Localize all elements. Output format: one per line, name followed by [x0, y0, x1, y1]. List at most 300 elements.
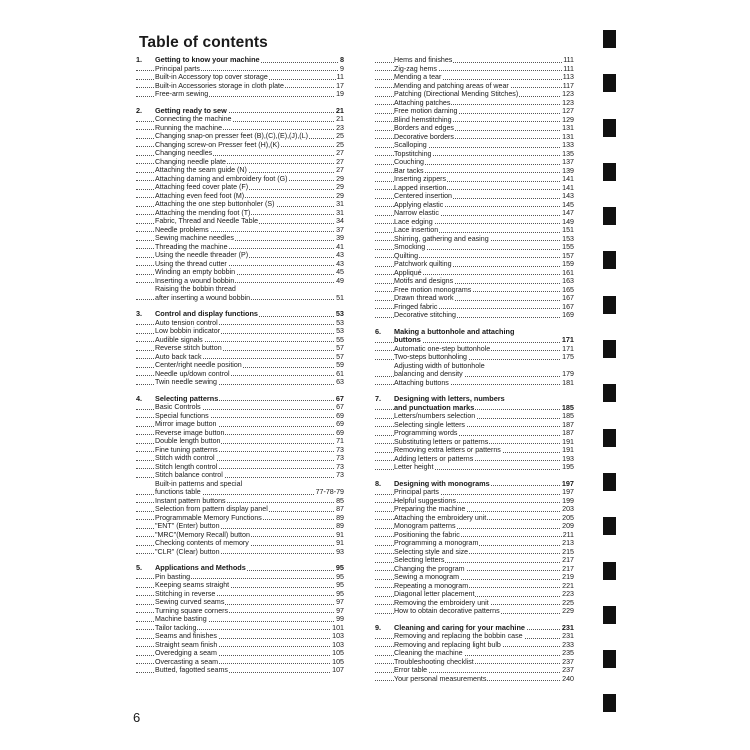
toc-entry[interactable]	[375, 404, 574, 413]
toc-entry[interactable]	[136, 115, 344, 124]
toc-entry[interactable]	[375, 99, 574, 108]
toc-entry-text: Changing snap-on presser feet (B),(C),(E),(J),(L)	[155, 132, 308, 140]
thumb-tab	[603, 74, 616, 92]
toc-entry[interactable]	[136, 370, 344, 379]
toc-entry-title	[394, 353, 468, 362]
toc-entry-title	[155, 90, 209, 99]
toc-section-heading[interactable]	[136, 310, 344, 319]
toc-entry[interactable]	[136, 632, 344, 641]
toc-entry-text: Drawn thread work	[394, 294, 454, 302]
toc-entry-title	[394, 505, 466, 514]
toc-entry[interactable]	[136, 522, 344, 531]
toc-entry-title	[155, 420, 218, 429]
toc-entry[interactable]	[136, 514, 344, 523]
toc-entry-text: Patching (Directional Mending Stitches)	[394, 90, 519, 98]
toc-entry-title	[394, 345, 491, 354]
toc-entry-text: Your personal measurements	[394, 674, 487, 683]
toc-entry[interactable]	[375, 107, 574, 116]
toc-page-number: 199	[562, 496, 574, 505]
toc-entry-title	[155, 548, 221, 557]
toc-entry[interactable]	[136, 403, 344, 412]
toc-entry-text: Inserting zippers	[394, 175, 447, 183]
toc-entry-text: Error table	[394, 666, 428, 674]
toc-entry[interactable]	[375, 243, 574, 252]
toc-entry[interactable]	[136, 649, 344, 658]
toc-entry[interactable]	[375, 252, 574, 261]
toc-entry[interactable]	[375, 362, 574, 371]
toc-entry-text: Butted, fagotted seams	[155, 666, 228, 674]
toc-entry[interactable]	[136, 192, 344, 201]
toc-entry-title	[155, 581, 230, 590]
toc-entry[interactable]	[375, 167, 574, 176]
toc-entry-title	[136, 310, 259, 319]
toc-entry-text: Letter height	[394, 463, 434, 471]
toc-entry-title	[155, 344, 223, 353]
toc-page-number: 153	[562, 234, 574, 243]
toc-entry[interactable]	[375, 488, 574, 497]
toc-page-number: 34	[336, 217, 344, 225]
toc-page-number: 231	[561, 622, 574, 632]
toc-entry[interactable]	[375, 269, 574, 278]
toc-entry-text: Patchwork quilting	[394, 260, 452, 268]
toc-entry-text: Inserting a wound bobbin	[155, 276, 235, 285]
toc-section-heading[interactable]	[375, 480, 574, 489]
toc-entry[interactable]	[136, 90, 344, 99]
toc-entry[interactable]	[136, 319, 344, 328]
thumb-tab	[603, 384, 616, 402]
toc-entry-text: Overedging a seam	[155, 649, 217, 657]
toc-entry[interactable]	[136, 641, 344, 650]
toc-page-number: 185	[562, 412, 574, 420]
toc-entry[interactable]	[375, 73, 574, 82]
toc-entry[interactable]	[136, 65, 344, 74]
toc-page-number: 27	[336, 149, 344, 157]
toc-entry-text: Low bobbin indicator	[155, 327, 221, 335]
toc-entry[interactable]	[375, 666, 574, 675]
toc-page-number: 85	[336, 496, 344, 505]
toc-entry[interactable]	[136, 505, 344, 514]
toc-entry-title	[394, 539, 479, 548]
toc-page-number: 225	[562, 598, 574, 607]
toc-entry-text: Designing with monograms	[394, 478, 490, 488]
toc-entry[interactable]	[136, 243, 344, 252]
toc-entry[interactable]	[136, 624, 344, 633]
toc-entry[interactable]	[136, 548, 344, 557]
toc-entry[interactable]	[375, 412, 574, 421]
toc-page-number: 211	[562, 530, 574, 539]
toc-entry[interactable]	[375, 294, 574, 303]
toc-entry[interactable]	[375, 184, 574, 193]
toc-entry[interactable]	[375, 438, 574, 447]
toc-page-number: 123	[562, 90, 574, 98]
toc-entry-title	[155, 632, 218, 641]
toc-entry-text: Decorative stitching	[394, 311, 456, 319]
toc-entry[interactable]	[136, 344, 344, 353]
toc-entry-text: Troubleshooting checklist	[394, 657, 474, 666]
toc-entry[interactable]	[375, 531, 574, 540]
toc-entry-text: Preparing the machine	[394, 505, 466, 513]
toc-entry-title	[155, 514, 263, 523]
toc-page-number: 217	[562, 564, 574, 573]
toc-entry-title	[394, 150, 432, 159]
toc-section-number: 6.	[375, 326, 382, 336]
toc-entry[interactable]	[136, 268, 344, 277]
toc-page-number: 193	[562, 454, 574, 463]
toc-page-number: 97	[336, 606, 344, 615]
toc-entry-title	[155, 124, 223, 133]
toc-entry-title	[394, 286, 472, 295]
toc-section-number: 4.	[136, 393, 143, 403]
toc-entry[interactable]	[136, 412, 344, 421]
toc-entry-text: Sewing machine needles	[155, 234, 234, 242]
toc-entry-text: Tailor tacking	[155, 623, 197, 632]
toc-entry-title	[155, 666, 229, 675]
toc-entry[interactable]	[375, 607, 574, 616]
toc-entry[interactable]	[375, 158, 574, 167]
toc-entry-title	[394, 463, 434, 472]
toc-entry-text: Mending a tear	[394, 73, 442, 81]
toc-entry[interactable]	[375, 311, 574, 320]
toc-entry[interactable]	[375, 429, 574, 438]
toc-entry[interactable]	[375, 286, 574, 295]
toc-page-number: 240	[562, 674, 574, 683]
toc-entry-text: Raising the bobbin thread	[155, 285, 236, 293]
toc-entry[interactable]	[375, 353, 574, 362]
toc-entry-title	[155, 319, 219, 328]
toc-entry-title	[394, 599, 490, 608]
toc-page-number: 221	[562, 581, 574, 590]
toc-entry[interactable]	[375, 463, 574, 472]
toc-entry-title	[394, 666, 428, 675]
toc-entry-text: Stitch balance control	[155, 471, 223, 479]
toc-entry[interactable]	[375, 599, 574, 608]
toc-entry[interactable]	[375, 124, 574, 133]
toc-entry[interactable]	[375, 235, 574, 244]
toc-entry[interactable]	[136, 446, 344, 455]
toc-entry[interactable]	[375, 260, 574, 269]
toc-entry[interactable]	[375, 277, 574, 286]
toc-entry-title	[155, 658, 219, 667]
toc-entry-title	[155, 378, 218, 387]
toc-section-number: 7.	[375, 394, 382, 403]
thumb-tab	[603, 163, 616, 181]
toc-page-number: 41	[336, 242, 344, 251]
thumb-tab	[603, 429, 616, 447]
toc-page-number: 31	[336, 200, 344, 208]
toc-entry[interactable]	[375, 582, 574, 591]
toc-entry[interactable]	[136, 471, 344, 480]
toc-entry-title	[155, 488, 202, 497]
toc-entry-text: Needle up/down control	[155, 369, 230, 378]
toc-entry-text: Pin basting	[155, 572, 191, 581]
toc-entry[interactable]	[136, 353, 344, 362]
toc-entry-title	[155, 132, 309, 141]
toc-entry[interactable]	[375, 632, 574, 641]
toc-entry-title	[394, 243, 426, 252]
toc-entry-text: Smocking	[394, 243, 426, 251]
page-number: 6	[133, 710, 141, 725]
toc-entry[interactable]	[136, 573, 344, 582]
toc-entry-text: Narrow elastic	[394, 209, 439, 217]
toc-entry[interactable]	[136, 183, 344, 192]
toc-entry-title	[136, 56, 261, 65]
toc-entry[interactable]	[375, 675, 574, 684]
toc-page-number: 31	[336, 208, 344, 217]
toc-entry-text: Scalloping	[394, 141, 427, 149]
toc-entry[interactable]	[375, 573, 574, 582]
toc-entry[interactable]	[375, 565, 574, 574]
toc-entry[interactable]	[375, 201, 574, 210]
toc-page-number: 127	[562, 107, 574, 115]
toc-entry[interactable]	[136, 141, 344, 150]
toc-entry-title	[155, 429, 225, 438]
toc-entry[interactable]	[375, 370, 574, 379]
toc-page-number: 147	[562, 209, 574, 217]
toc-entry[interactable]	[375, 116, 574, 125]
toc-entry-text: Zig-zag hems	[394, 64, 437, 73]
toc-page-number: 43	[336, 251, 344, 259]
toc-entry-text: Attaching even feed foot (M)	[155, 191, 245, 200]
toc-entry[interactable]	[136, 124, 344, 133]
toc-entry-title	[155, 353, 203, 362]
toc-entry-text: "ENT" (Enter) button	[155, 522, 220, 530]
toc-entry-title	[394, 192, 453, 201]
toc-entry[interactable]	[136, 260, 344, 269]
toc-entry[interactable]	[375, 65, 574, 74]
toc-entry[interactable]	[136, 598, 344, 607]
toc-page-number: 103	[332, 640, 344, 649]
toc-entry[interactable]	[375, 90, 574, 99]
toc-entry[interactable]	[375, 505, 574, 514]
toc-section-number: 9.	[375, 622, 382, 632]
toc-page-number: 219	[562, 573, 574, 581]
toc-entry[interactable]	[136, 226, 344, 235]
toc-entry-title	[394, 294, 455, 303]
toc-entry[interactable]	[136, 175, 344, 184]
toc-section-heading[interactable]	[136, 107, 344, 116]
toc-entry-title	[394, 438, 489, 447]
toc-entry-title	[394, 362, 486, 371]
toc-entry-title	[136, 395, 219, 404]
toc-entry-title	[394, 90, 519, 99]
toc-entry-title	[375, 624, 526, 633]
toc-page-number: 89	[336, 513, 344, 522]
toc-entry-title	[394, 590, 475, 599]
toc-entry[interactable]	[375, 379, 574, 388]
toc-entry-title	[155, 141, 281, 150]
toc-entry[interactable]	[136, 158, 344, 167]
toc-entry[interactable]	[375, 209, 574, 218]
toc-entry[interactable]	[136, 488, 344, 497]
toc-page-number: 53	[336, 327, 344, 335]
toc-entry[interactable]	[136, 251, 344, 260]
toc-entry-title	[136, 564, 247, 573]
toc-entry[interactable]	[136, 666, 344, 675]
toc-entry-text: Attaching buttons	[394, 378, 449, 387]
toc-page-number: 67	[335, 393, 344, 403]
toc-entry-title	[155, 522, 221, 531]
toc-entry-text: Programming words	[394, 429, 458, 437]
toc-entry[interactable]	[375, 56, 574, 65]
toc-entry[interactable]	[375, 218, 574, 227]
toc-entry-text: Letters/numbers selection	[394, 412, 476, 420]
toc-entry-title	[155, 403, 202, 412]
toc-page-number: 93	[336, 547, 344, 556]
toc-section-number: 1.	[136, 55, 143, 64]
toc-page-number: 95	[335, 563, 344, 572]
thumb-tab	[603, 340, 616, 358]
toc-entry[interactable]	[375, 175, 574, 184]
toc-page-number: 73	[336, 462, 344, 471]
toc-entry-text: Attaching the one step buttonholer (S)	[155, 200, 275, 208]
toc-entry[interactable]	[375, 556, 574, 565]
toc-entry[interactable]	[136, 361, 344, 370]
toc-entry-title	[394, 82, 510, 91]
toc-page-number: 123	[562, 98, 574, 107]
toc-entry[interactable]	[136, 429, 344, 438]
toc-entry-text: after inserting a wound bobbin	[155, 293, 251, 302]
toc-entry[interactable]	[136, 531, 344, 540]
toc-page-number: 167	[562, 302, 574, 311]
toc-entry[interactable]	[375, 421, 574, 430]
toc-page-number: 237	[562, 666, 574, 674]
toc-entry[interactable]	[136, 217, 344, 226]
toc-entry[interactable]	[375, 303, 574, 312]
toc-page-number: 77-78-79	[315, 488, 344, 496]
toc-entry-title	[155, 234, 235, 243]
toc-entry[interactable]	[136, 149, 344, 158]
toc-section-heading[interactable]	[136, 564, 344, 573]
toc-entry[interactable]	[136, 437, 344, 446]
toc-entry[interactable]	[375, 446, 574, 455]
toc-entry-title	[155, 166, 248, 175]
toc-page-number: 167	[562, 294, 574, 302]
toc-entry[interactable]	[375, 539, 574, 548]
toc-entry[interactable]	[136, 209, 344, 218]
toc-entry[interactable]	[136, 234, 344, 243]
toc-entry[interactable]	[375, 522, 574, 531]
toc-entry[interactable]	[136, 420, 344, 429]
toc-entry-text: Getting ready to sew	[155, 105, 227, 115]
toc-entry-title	[394, 226, 439, 235]
toc-entry[interactable]	[136, 200, 344, 209]
toc-entry-title	[155, 649, 218, 658]
toc-entry-text: Helpful suggestions	[394, 496, 456, 505]
toc-entry-text: Removing extra letters or patterns	[394, 446, 501, 454]
toc-entry[interactable]	[375, 141, 574, 150]
toc-entry[interactable]	[375, 226, 574, 235]
toc-entry-text: Stitching in reverse	[155, 589, 216, 598]
toc-entry-title	[155, 251, 249, 260]
toc-entry-title	[155, 277, 235, 286]
toc-entry[interactable]	[136, 378, 344, 387]
toc-section-heading[interactable]	[375, 624, 574, 633]
toc-section-heading[interactable]	[136, 56, 344, 65]
toc-entry[interactable]	[375, 641, 574, 650]
toc-entry[interactable]	[375, 548, 574, 557]
toc-entry[interactable]	[375, 133, 574, 142]
toc-entry[interactable]	[136, 607, 344, 616]
thumb-index-tabs	[603, 30, 617, 739]
toc-entry-title	[155, 260, 228, 269]
toc-entry-text: "CLR" (Clear) button	[155, 547, 220, 556]
toc-page-number: 67	[336, 403, 344, 411]
toc-section-heading[interactable]	[136, 395, 344, 404]
toc-entry[interactable]	[136, 463, 344, 472]
toc-entry[interactable]	[136, 454, 344, 463]
toc-entry[interactable]	[136, 166, 344, 175]
toc-page-number: 151	[562, 226, 574, 234]
toc-entry[interactable]	[136, 658, 344, 667]
toc-entry-title	[394, 133, 455, 142]
toc-entry-title	[394, 277, 454, 286]
toc-entry[interactable]	[136, 590, 344, 599]
toc-entry[interactable]	[136, 539, 344, 548]
toc-entry-title	[155, 531, 251, 540]
toc-entry-title	[394, 184, 447, 193]
toc-entry[interactable]	[375, 658, 574, 667]
toc-entry[interactable]	[375, 497, 574, 506]
toc-entry[interactable]	[136, 327, 344, 336]
toc-entry[interactable]	[136, 277, 344, 286]
toc-entry-title	[394, 370, 464, 379]
toc-page-number: 145	[562, 200, 574, 209]
toc-entry[interactable]	[375, 514, 574, 523]
toc-entry[interactable]	[375, 455, 574, 464]
toc-entry[interactable]	[136, 294, 344, 303]
toc-entry-text: Removing and replacing the bobbin case	[394, 632, 523, 640]
toc-entry[interactable]	[136, 73, 344, 82]
toc-entry[interactable]	[375, 336, 574, 345]
toc-page-number: 69	[336, 428, 344, 437]
toc-entry-text: Applications and Methods	[155, 563, 246, 572]
toc-entry[interactable]	[375, 590, 574, 599]
toc-entry-title	[394, 675, 487, 684]
toc-entry-text: Positioning the fabric	[394, 530, 460, 539]
toc-page-number: 171	[562, 344, 574, 353]
toc-page-number: 71	[336, 437, 344, 445]
toc-entry-text: Repeating a monogram	[394, 581, 469, 590]
toc-entry-title	[394, 269, 423, 278]
toc-entry[interactable]	[375, 192, 574, 201]
toc-entry[interactable]	[136, 285, 344, 294]
toc-entry-text: Bar tacks	[394, 166, 424, 175]
toc-page-number: 43	[336, 259, 344, 268]
toc-entry[interactable]	[136, 615, 344, 624]
toc-entry[interactable]	[375, 82, 574, 91]
toc-entry-text: Substituting letters or patterns	[394, 437, 489, 446]
toc-page-number: 197	[562, 488, 574, 496]
toc-entry[interactable]	[136, 480, 344, 489]
toc-entry-text: Principal parts	[394, 488, 439, 496]
toc-page-number: 137	[562, 158, 574, 166]
toc-entry[interactable]	[375, 150, 574, 159]
thumb-tab	[603, 650, 616, 668]
toc-entry-text: Blind hemstitching	[394, 115, 452, 124]
toc-entry[interactable]	[375, 345, 574, 354]
toc-page-number: 233	[562, 640, 574, 649]
toc-entry[interactable]	[136, 336, 344, 345]
toc-entry[interactable]	[136, 497, 344, 506]
toc-entry[interactable]	[136, 132, 344, 141]
toc-entry-text: Cleaning the machine	[394, 649, 463, 657]
toc-entry[interactable]	[136, 581, 344, 590]
toc-page-number: 25	[336, 140, 344, 149]
toc-entry-title	[155, 183, 249, 192]
toc-entry[interactable]	[375, 649, 574, 658]
toc-entry[interactable]	[136, 82, 344, 91]
toc-entry-title	[155, 641, 218, 650]
